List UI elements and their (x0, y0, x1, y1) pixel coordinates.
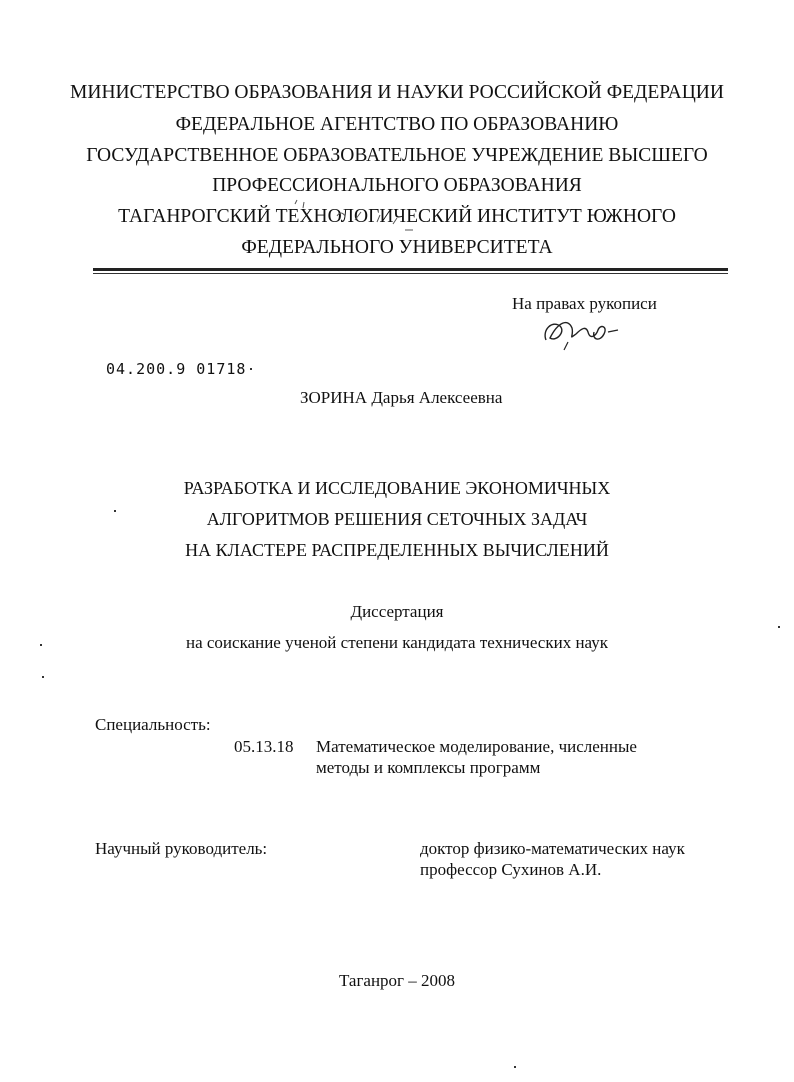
city-year: Таганрог – 2008 (338, 971, 456, 990)
scan-speck (250, 368, 252, 370)
author-signature (538, 312, 628, 357)
handwritten-signature-icon (538, 312, 628, 352)
header-agency: ФЕДЕРАЛЬНОЕ АГЕНТСТВО ПО ОБРАЗОВАНИЮ (175, 114, 619, 135)
specialty-label: Специальность: (95, 715, 211, 734)
supervisor-name: профессор Сухинов А.И. (420, 860, 602, 879)
scan-speck (40, 644, 42, 646)
supervisor-label: Научный руководитель: (95, 839, 268, 858)
supervisor-degree: доктор физико-математических наук (420, 839, 685, 858)
header-institute-name: ТАГАНРОГСКИЙ ТЕХНОЛОГИЧЕСКИЙ ИНСТИТУТ ЮЖНОГО (118, 206, 676, 227)
scan-speck (778, 626, 780, 628)
header-university: ФЕДЕРАЛЬНОГО УНИВЕРСИТЕТА (241, 237, 553, 258)
header-ministry: МИНИСТЕРСТВО ОБРАЗОВАНИЯ И НАУКИ РОССИЙСКОЙ ФЕДЕРАЦИИ (70, 82, 724, 103)
author-name: ЗОРИНА Дарья Алексеевна (300, 388, 503, 407)
stamp-scribble-icon (285, 196, 425, 236)
scan-speck (42, 676, 44, 678)
document-type: Диссертация (350, 602, 444, 621)
scan-speck (114, 510, 116, 512)
header-institution-type: ГОСУДАРСТВЕННОЕ ОБРАЗОВАТЕЛЬНОЕ УЧРЕЖДЕНИЕ ВЫСШЕГО (86, 145, 708, 166)
header-education-level: ПРОФЕССИОНАЛЬНОГО ОБРАЗОВАНИЯ (212, 175, 582, 196)
manuscript-rights-note: На правах рукописи (512, 294, 657, 313)
header-divider-thick (93, 268, 728, 271)
registration-number: 04.200.9 01718 (106, 360, 247, 378)
degree-sought: на соискание ученой степени кандидата технических наук (185, 633, 608, 652)
scan-speck (514, 1066, 516, 1068)
library-stamp-mark (285, 196, 425, 239)
thesis-title-line-2: АЛГОРИТМОВ РЕШЕНИЯ СЕТОЧНЫХ ЗАДАЧ (206, 509, 588, 529)
thesis-title-line-3: НА КЛАСТЕРЕ РАСПРЕДЕЛЕННЫХ ВЫЧИСЛЕНИЙ (185, 540, 609, 560)
header-divider-thin (93, 273, 728, 274)
specialty-name-line-2: методы и комплексы программ (316, 758, 541, 777)
specialty-code: 05.13.18 (234, 737, 294, 756)
specialty-name-line-1: Математическое моделирование, численные (316, 737, 637, 756)
thesis-title-line-1: РАЗРАБОТКА И ИССЛЕДОВАНИЕ ЭКОНОМИЧНЫХ (183, 478, 611, 498)
